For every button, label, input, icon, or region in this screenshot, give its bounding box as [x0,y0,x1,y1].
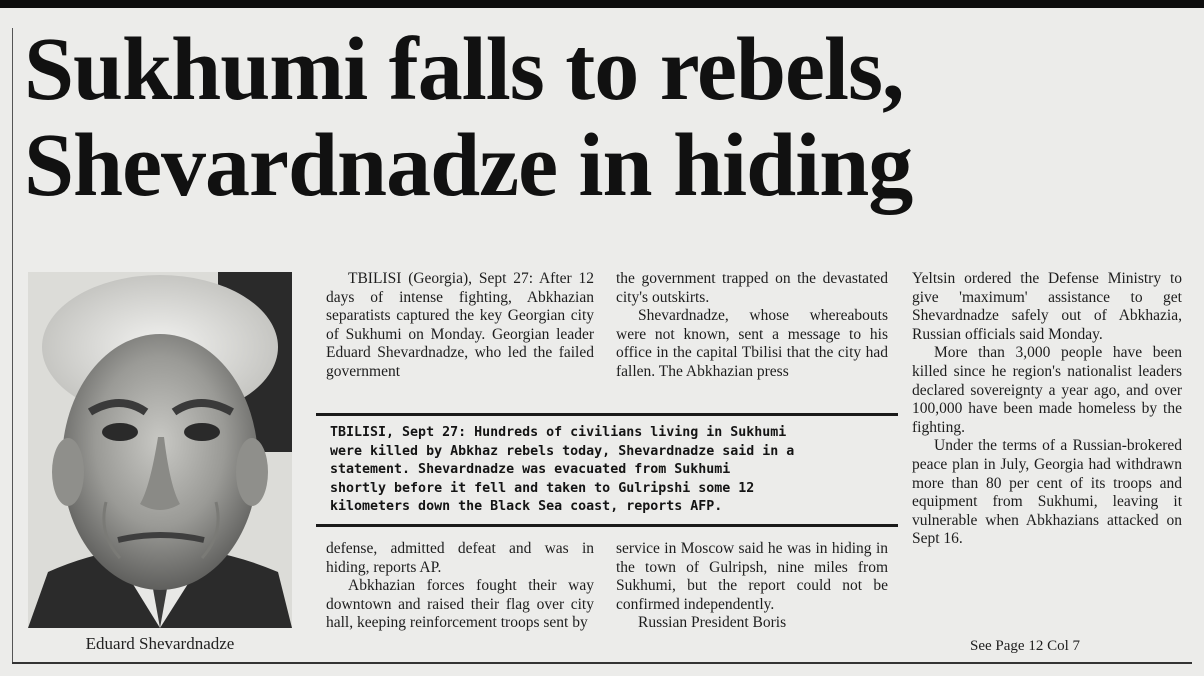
paragraph: service in Moscow said he was in hiding in the town of Gulripsh, nine miles from Sukhumi, but the report could not be confirmed independently. [616,540,888,613]
brief-line: TBILISI, Sept 27: Hundreds of civilians living in Sukhumi [330,425,787,440]
headline-line-1: Sukhumi falls to rebels, [24,20,904,119]
paragraph: the government trapped on the devastated city's outskirts. [616,270,888,306]
paragraph: TBILISI (Georgia), Sept 27: After 12 days of intense fighting, Abkhazian separatists captured the key Georgian city of Sukhumi on Monday. Georgian leader Eduard Shevardnadze, who led the failed government [326,270,594,380]
brief-line: shortly before it fell and taken to Gulripshi some 12 [330,480,755,496]
brief-line: statement. Shevardnadze was evacuated from Sukhumi [330,462,731,478]
portrait-photo [28,272,292,628]
bottom-rule [12,662,1192,664]
article-column-2-bottom [616,540,888,633]
headline [24,22,1196,214]
paragraph: Under the terms of a Russian-brokered peace plan in July, Georgia had withdrawn more than 80 per cent of its troops and equipment from Sukhumi, leaving it vulnerable when Abkhazians attacked on Sept 16. [912,437,1182,548]
paragraph: Abkhazian forces fought their way downtown and raised their flag over city hall, keeping reinforcement troops sent by [326,577,594,632]
article-column-1-bottom [326,540,594,633]
news-brief [330,424,886,517]
paragraph: More than 3,000 people have been killed since he region's nationalist leaders declared sovereignty a year ago, and over 100,000 have been made homeless by the fighting. [912,344,1182,436]
paragraph: Yeltsin ordered the Defense Ministry to give 'maximum' assistance to get Shevardnadze safely out of Abkhazia, Russian officials said Monday. [912,270,1182,343]
brief-top-rule [316,413,898,416]
brief-bottom-rule [316,524,898,527]
headline-line-2: Shevardnadze in hiding [24,116,913,215]
left-rule [12,28,13,663]
brief-line: kilometers down the Black Sea coast, reports AFP. [330,499,723,515]
photo-caption: Eduard Shevardnadze [85,634,235,653]
article-column-1-top [326,270,594,382]
top-border [0,0,1204,8]
article-column-2-top [616,270,888,382]
paragraph: Russian President Boris [638,614,787,632]
continued-reference: See Page 12 Col 7 [970,638,1080,654]
article-column-3 [912,270,1182,549]
brief-line: were killed by Abkhaz rebels today, Shevardnadze said in a [330,443,795,459]
paragraph: Shevardnadze, whose whereabouts were not known, sent a message to his office in the capital Tbilisi that the city had fallen. The Abkhazian press [616,307,888,380]
paragraph: defense, admitted defeat and was in hiding, reports AP. [326,540,594,576]
